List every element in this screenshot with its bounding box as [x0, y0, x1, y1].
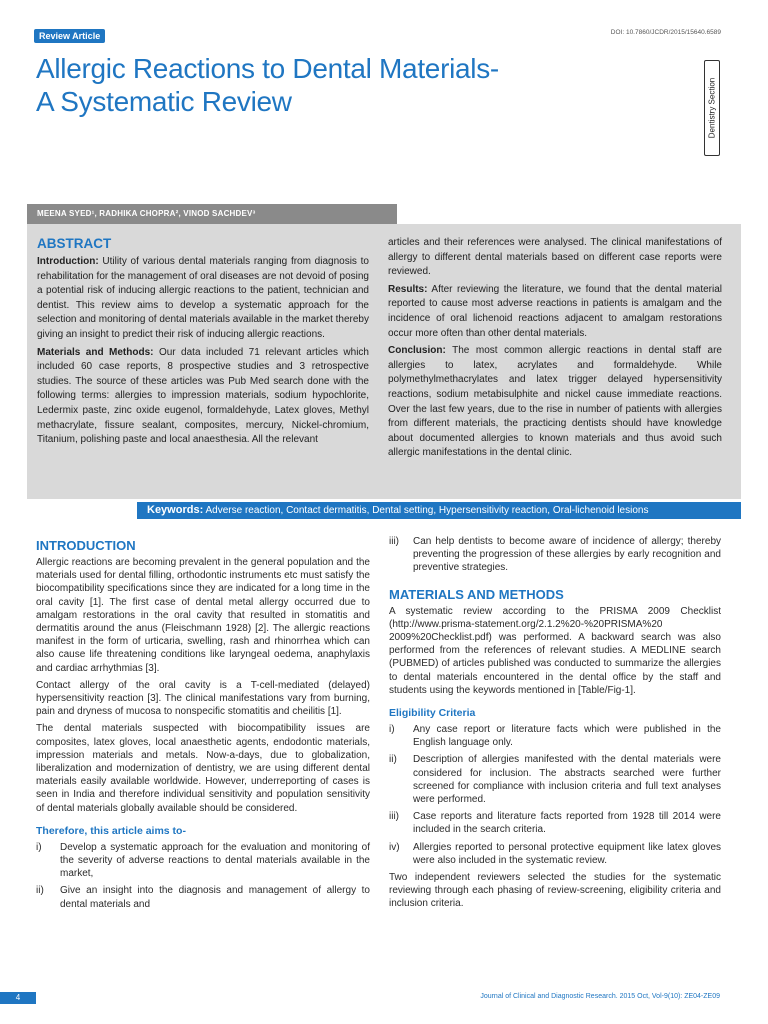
list-text: Description of allergies manifested with the dental materials were considered for inclusion. The abstracts searched were further screened for compliance with inclusion criteria and full text analyses were performed. — [413, 754, 721, 806]
abstract-conclusion — [388, 344, 722, 461]
article-title — [36, 52, 499, 118]
list-item — [36, 841, 370, 881]
body-left-column — [36, 535, 370, 915]
introduction-paragraph: Allergic reactions are becoming prevalent in the general population and the materials used for dental filling, orthodontic instruments etc must satisfy the biocompatibility specifications since they are indicated for a long time in the oral cavity [1]. The first case of dental metal allergy occurred due to amalgam restorations in the oral cavity that resulted in stomatitis and dermatitis around the anus (Fleischmann 1928) [2]. The allergic reactions manifest in the form of urticaria, swelling, rash and rhinorrhea which can also cause life threatening conditions like laryngeal oedema, anaphylaxis and cardiac arrhythmias [3]. — [36, 557, 370, 674]
abstract-box — [27, 224, 741, 499]
abstract-right-column — [388, 236, 722, 464]
list-number: iv) — [389, 841, 400, 853]
intro-text: Utility of various dental materials ranging from diagnosis to rehabilitation for the management of oral diseases are not devoid of posing a potential risk of inducing allergic reactions to the patient, technician and dentist. This review aims to develop a systematic approach for the selection and monitoring of dental materials available in the market thereby giving an insight to predict their risk of inducing allergic reactions. — [37, 256, 369, 340]
list-text: Any case report or literature facts which were published in the English language only. — [413, 724, 721, 749]
aims-heading: Therefore, this article aims to- — [36, 824, 186, 837]
eligibility-heading: Eligibility Criteria — [389, 707, 476, 720]
page-number: 4 — [0, 992, 36, 1004]
list-text: Develop a systematic approach for the evaluation and monitoring of the severity of adverse reactions to dental materials available in the market, — [60, 841, 370, 880]
author-bar: MEENA SYED¹, RADHIKA CHOPRA², VINOD SACHDEV³ — [27, 204, 397, 224]
title-line-2: A Systematic Review — [36, 86, 292, 117]
materials-methods-heading: MATERIALS AND METHODS — [389, 586, 564, 602]
intro-label: Introduction: — [37, 256, 99, 267]
list-item — [389, 723, 721, 749]
abstract-methods-continued: articles and their references were analysed. The clinical manifestations of allergy to different dental materials based on different case reports were reviewed. — [388, 237, 722, 278]
list-item — [389, 753, 721, 806]
list-item — [389, 810, 721, 836]
introduction-paragraph: Contact allergy of the oral cavity is a T-cell-mediated (delayed) hypersensitivity reaction [3]. The clinical manifestations vary from burning, pain and dryness of mucosa to nonspecific stomatitis and cheilitis [1]. — [36, 679, 370, 718]
methods-label: Materials and Methods: — [37, 346, 154, 358]
body-right-column — [389, 535, 721, 915]
title-line-1: Allergic Reactions to Dental Materials- — [36, 53, 499, 84]
list-text: Allergies reported to personal protective equipment like latex gloves were also included in the systematic review. — [413, 841, 721, 866]
methods-text: Our data included 71 relevant articles which included 60 case reports, 8 prospective studies and 3 retrospective studies. The source of these articles was Pub Med search done with the following terms: allergies to impression materials, sodium hypochlorite, Ledermix paste, zinc oxide eugenol, formaldehyde, Latex gloves, Methyl methacrylate, fissure sealant, composites, mercury, Nickel-chromium, Titanium, polishing paste and local anaesthesia. All the relevant — [37, 346, 369, 446]
list-number: i) — [36, 841, 42, 853]
article-type-badge: Review Article — [34, 29, 105, 43]
section-tab — [704, 60, 720, 156]
list-text: Can help dentists to become aware of incidence of allergy; thereby preventing the progression of these allergies by early recognition and preventive strategies. — [413, 536, 721, 574]
list-text: Give an insight into the diagnosis and management of allergy to dental materials and — [60, 885, 370, 910]
doi-text: DOI: 10.7860/JCDR/2015/15640.6589 — [610, 29, 721, 36]
abstract-introduction — [37, 255, 369, 343]
abstract-heading: ABSTRACT — [37, 236, 112, 251]
methods-paragraph: A systematic review according to the PRISMA 2009 Checklist (http://www.prisma-statement.org/2.1.2%20-%20PRISMA%20 2009%20Checklist.pdf) was performed. A backward search was also performed from the references of relevant studies. A MEDLINE search (PUBMED) of articles published was conducted to summarize the allergies to dental materials encountered in the dental office by the staff and students using the keywords mentioned in [Table/Fig-1]. — [389, 605, 721, 696]
results-label: Results: — [388, 283, 428, 295]
keywords-text: Adverse reaction, Contact dermatitis, Dental setting, Hypersensitivity reaction, Oral-lichenoid lesions — [203, 505, 649, 516]
keywords-label: Keywords: — [147, 504, 204, 516]
methods-paragraph: Two independent reviewers selected the studies for the systematic reviewing through each phasing of review-screening, eligibility criteria and inclusion criteria. — [389, 872, 721, 910]
abstract-results — [388, 283, 722, 341]
list-number: ii) — [389, 754, 397, 766]
aims-list — [36, 841, 370, 911]
journal-citation: Journal of Clinical and Diagnostic Research. 2015 Oct, Vol-9(10): ZE04-ZE09 — [480, 993, 720, 1000]
section-tab-label: Dentistry Section — [707, 77, 717, 139]
introduction-paragraph: The dental materials suspected with biocompatibility issues are composites, latex gloves, local anaesthetic agents, endodontic materials, impression materials and metals. Now-a-days, due to globalization, liberalization and modernization of dentistry, we are using different dental materials easily available worldwide. However, underreporting of cases is seen in India and therefore individual sensitivity and population sensitivity of dental materials globally available should be considered. — [36, 723, 370, 814]
conclusion-text: The most common allergic reactions in dental staff are allergies to latex, acrylates and formaldehyde. While polymethylmethacrylates and latex trigger delayed hypersensitivity reactions, sodium metabisulphite and nickel cause immediate reactions. Over the last few years, due to the rise in number of patients with allergies from different materials, the practicing dentists should have knowledge about documented allergies to known materials and thus avoid such allergic manifestations in the dental clinic. — [388, 345, 722, 459]
list-item — [389, 841, 721, 867]
introduction-heading: INTRODUCTION — [36, 538, 136, 553]
criteria-list — [389, 723, 721, 867]
abstract-methods — [37, 346, 369, 448]
list-item — [36, 884, 370, 910]
list-number: i) — [389, 724, 395, 736]
keywords-bar — [137, 502, 741, 519]
list-text: Case reports and literature facts reported from 1928 till 2014 were included in the search criteria. — [413, 811, 721, 836]
list-number: iii) — [389, 536, 399, 547]
abstract-left-column — [37, 234, 369, 451]
list-number: iii) — [389, 811, 399, 823]
list-item — [389, 535, 721, 575]
results-text: After reviewing the literature, we found that the dental material reported to cause most adverse reactions in patients is amalgam and the incidence of oral lichenoid reactions adjacent to amalgam restorations occur more often than other dental materials. — [388, 283, 722, 339]
conclusion-label: Conclusion: — [388, 345, 446, 357]
aims-list-continued — [389, 535, 721, 575]
list-number: ii) — [36, 885, 44, 897]
